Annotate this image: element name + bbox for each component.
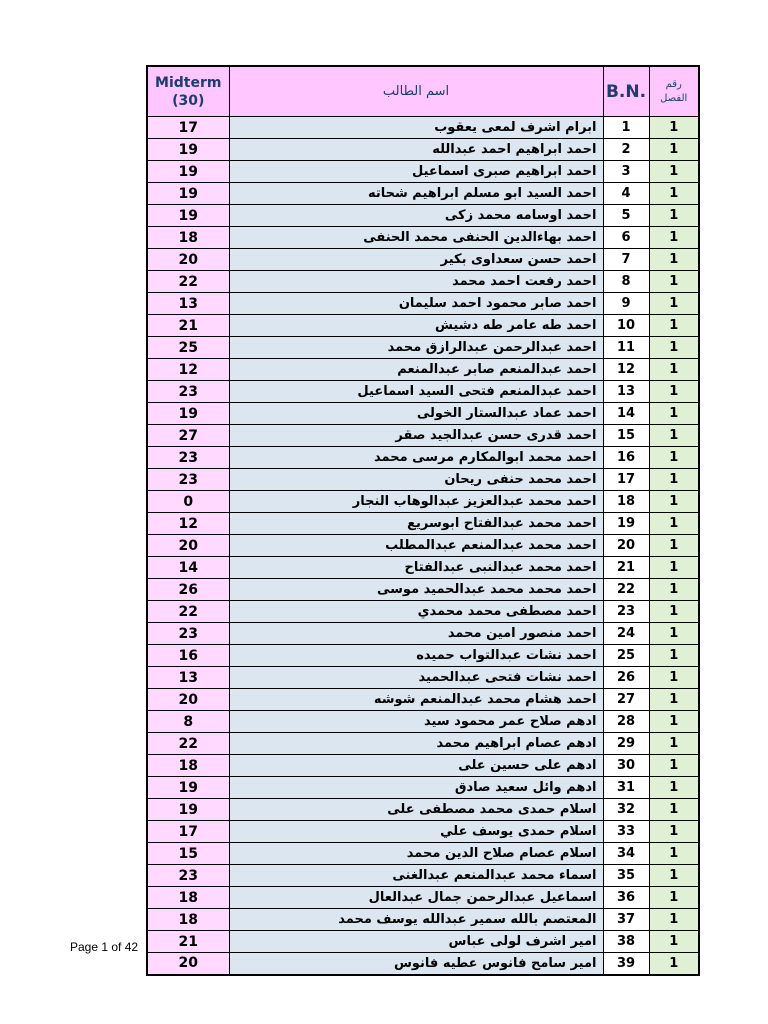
student-name-cell: احمد مصطفى محمد محمدي <box>229 601 603 623</box>
class-number-cell: 1 <box>649 491 699 513</box>
student-name-cell: احمد عبدالمنعم فتحى السيد اسماعيل <box>229 381 603 403</box>
student-name-cell: امير اشرف لولى عباس <box>229 931 603 953</box>
bench-number-cell: 37 <box>603 909 649 931</box>
midterm-score-cell: 19 <box>147 403 229 425</box>
student-name-cell: احمد محمد عبدالنبى عبدالفتاح <box>229 557 603 579</box>
bench-number-cell: 7 <box>603 249 649 271</box>
midterm-score-cell: 25 <box>147 337 229 359</box>
bench-number-cell: 4 <box>603 183 649 205</box>
midterm-score-cell: 18 <box>147 227 229 249</box>
class-number-cell: 1 <box>649 689 699 711</box>
midterm-score-cell: 22 <box>147 601 229 623</box>
class-number-cell: 1 <box>649 953 699 975</box>
class-number-cell: 1 <box>649 513 699 535</box>
student-name-cell: احمد هشام محمد عبدالمنعم شوشه <box>229 689 603 711</box>
class-number-cell: 1 <box>649 205 699 227</box>
table-row <box>147 733 699 755</box>
bench-number-cell: 10 <box>603 315 649 337</box>
class-number-cell: 1 <box>649 843 699 865</box>
student-name-cell: احمد ابراهيم احمد عبدالله <box>229 139 603 161</box>
midterm-score-cell: 13 <box>147 667 229 689</box>
table-row <box>147 491 699 513</box>
student-name-cell: احمد نشات عبدالتواب حميده <box>229 645 603 667</box>
midterm-score-cell: 23 <box>147 865 229 887</box>
table-row <box>147 183 699 205</box>
table-row <box>147 249 699 271</box>
midterm-score-cell: 21 <box>147 315 229 337</box>
class-number-cell: 1 <box>649 887 699 909</box>
class-number-cell: 1 <box>649 315 699 337</box>
student-name-cell: امير سامح فانوس عطيه فانوس <box>229 953 603 975</box>
midterm-score-cell: 20 <box>147 689 229 711</box>
bench-number-cell: 28 <box>603 711 649 733</box>
student-name-header: اسم الطالب <box>229 66 603 117</box>
midterm-score-cell: 20 <box>147 953 229 975</box>
midterm-score-cell: 18 <box>147 909 229 931</box>
student-name-cell: اسلام حمدى يوسف علي <box>229 821 603 843</box>
table-row <box>147 161 699 183</box>
midterm-score-cell: 22 <box>147 271 229 293</box>
table-row <box>147 711 699 733</box>
class-number-cell: 1 <box>649 601 699 623</box>
class-number-cell: 1 <box>649 161 699 183</box>
student-name-cell: احمد محمد عبدالعزيز عبدالوهاب النجار <box>229 491 603 513</box>
bench-number-cell: 8 <box>603 271 649 293</box>
class-number-header-line2: الفصل <box>660 92 688 104</box>
midterm-header-max: (30) <box>172 92 205 109</box>
table-row <box>147 821 699 843</box>
table-row <box>147 645 699 667</box>
student-name-cell: احمد السيد ابو مسلم ابراهيم شحاته <box>229 183 603 205</box>
student-name-cell: احمد منصور امين محمد <box>229 623 603 645</box>
class-number-cell: 1 <box>649 271 699 293</box>
bench-number-cell: 36 <box>603 887 649 909</box>
class-number-cell: 1 <box>649 403 699 425</box>
class-number-cell: 1 <box>649 447 699 469</box>
student-name-cell: اسلام حمدى محمد مصطفى على <box>229 799 603 821</box>
student-name-cell: ادهم صلاح عمر محمود سيد <box>229 711 603 733</box>
class-number-cell: 1 <box>649 645 699 667</box>
midterm-score-cell: 16 <box>147 645 229 667</box>
midterm-score-cell: 23 <box>147 623 229 645</box>
class-number-cell: 1 <box>649 249 699 271</box>
student-name-cell: احمد حسن سعداوى بكير <box>229 249 603 271</box>
student-name-cell: ادهم عصام ابراهيم محمد <box>229 733 603 755</box>
midterm-score-cell: 0 <box>147 491 229 513</box>
bench-number-cell: 9 <box>603 293 649 315</box>
bn-header: B.N. <box>603 66 649 117</box>
bench-number-cell: 20 <box>603 535 649 557</box>
class-number-cell: 1 <box>649 909 699 931</box>
table-row <box>147 381 699 403</box>
table-row <box>147 953 699 975</box>
midterm-score-cell: 15 <box>147 843 229 865</box>
bench-number-cell: 6 <box>603 227 649 249</box>
table-row <box>147 623 699 645</box>
class-number-cell: 1 <box>649 711 699 733</box>
student-name-cell: احمد اوسامه محمد زكى <box>229 205 603 227</box>
table-row <box>147 403 699 425</box>
header-row <box>147 66 699 117</box>
bench-number-cell: 12 <box>603 359 649 381</box>
bench-number-cell: 35 <box>603 865 649 887</box>
bench-number-cell: 15 <box>603 425 649 447</box>
midterm-score-cell: 19 <box>147 205 229 227</box>
midterm-score-cell: 23 <box>147 381 229 403</box>
student-name-cell: احمد صابر محمود احمد سليمان <box>229 293 603 315</box>
table-row <box>147 689 699 711</box>
class-number-cell: 1 <box>649 535 699 557</box>
midterm-header <box>147 66 229 117</box>
class-number-cell: 1 <box>649 337 699 359</box>
bench-number-cell: 26 <box>603 667 649 689</box>
student-name-cell: احمد بهاءالدين الحنفى محمد الحنفى <box>229 227 603 249</box>
bench-number-cell: 34 <box>603 843 649 865</box>
student-name-cell: احمد عماد عبدالستار الخولى <box>229 403 603 425</box>
student-name-cell: اسماعيل عبدالرحمن جمال عبدالعال <box>229 887 603 909</box>
midterm-score-cell: 20 <box>147 249 229 271</box>
table-row <box>147 799 699 821</box>
midterm-score-cell: 13 <box>147 293 229 315</box>
student-name-cell: احمد محمد عبدالمنعم عبدالمطلب <box>229 535 603 557</box>
class-number-cell: 1 <box>649 579 699 601</box>
student-name-cell: احمد عبدالرحمن عبدالرازق محمد <box>229 337 603 359</box>
table-row <box>147 359 699 381</box>
class-number-cell: 1 <box>649 227 699 249</box>
class-number-cell: 1 <box>649 865 699 887</box>
midterm-score-cell: 8 <box>147 711 229 733</box>
table-row <box>147 513 699 535</box>
bench-number-cell: 30 <box>603 755 649 777</box>
student-name-cell: احمد محمد ابوالمكارم مرسى محمد <box>229 447 603 469</box>
bench-number-cell: 18 <box>603 491 649 513</box>
student-name-cell: المعتصم بالله سمير عبدالله يوسف محمد <box>229 909 603 931</box>
table-row <box>147 315 699 337</box>
class-number-cell: 1 <box>649 777 699 799</box>
student-name-cell: احمد محمد حنفى ريحان <box>229 469 603 491</box>
table-row <box>147 909 699 931</box>
midterm-score-cell: 17 <box>147 821 229 843</box>
table-row <box>147 931 699 953</box>
bench-number-cell: 38 <box>603 931 649 953</box>
class-number-cell: 1 <box>649 623 699 645</box>
student-name-cell: احمد ابراهيم صبرى اسماعيل <box>229 161 603 183</box>
bench-number-cell: 21 <box>603 557 649 579</box>
midterm-score-cell: 12 <box>147 359 229 381</box>
class-number-cell: 1 <box>649 117 699 139</box>
student-name-cell: احمد قدرى حسن عبدالجيد صقر <box>229 425 603 447</box>
table-row <box>147 535 699 557</box>
midterm-score-cell: 17 <box>147 117 229 139</box>
class-number-cell: 1 <box>649 469 699 491</box>
student-name-cell: اسماء محمد عبدالمنعم عبدالغنى <box>229 865 603 887</box>
student-name-cell: ابرام اشرف لمعى يعقوب <box>229 117 603 139</box>
table-row <box>147 337 699 359</box>
bench-number-cell: 17 <box>603 469 649 491</box>
midterm-score-cell: 19 <box>147 183 229 205</box>
page-number-label: Page 1 of 42 <box>70 940 139 954</box>
midterm-score-cell: 23 <box>147 447 229 469</box>
bench-number-cell: 25 <box>603 645 649 667</box>
student-name-cell: احمد محمد عبدالفتاح ابوسريع <box>229 513 603 535</box>
student-name-cell: احمد عبدالمنعم صابر عبدالمنعم <box>229 359 603 381</box>
bench-number-cell: 19 <box>603 513 649 535</box>
midterm-score-cell: 19 <box>147 139 229 161</box>
student-name-cell: احمد رفعت احمد محمد <box>229 271 603 293</box>
class-number-cell: 1 <box>649 557 699 579</box>
class-number-cell: 1 <box>649 733 699 755</box>
class-number-cell: 1 <box>649 931 699 953</box>
class-number-cell: 1 <box>649 425 699 447</box>
table-row <box>147 887 699 909</box>
bench-number-cell: 32 <box>603 799 649 821</box>
table-body <box>147 117 699 975</box>
bench-number-cell: 33 <box>603 821 649 843</box>
bench-number-cell: 2 <box>603 139 649 161</box>
midterm-score-cell: 18 <box>147 755 229 777</box>
table-row <box>147 755 699 777</box>
class-number-cell: 1 <box>649 667 699 689</box>
student-name-cell: احمد نشات فتحى عبدالحميد <box>229 667 603 689</box>
table-row <box>147 293 699 315</box>
midterm-score-cell: 20 <box>147 535 229 557</box>
bench-number-cell: 3 <box>603 161 649 183</box>
table-row <box>147 469 699 491</box>
table-row <box>147 667 699 689</box>
table-row <box>147 117 699 139</box>
bench-number-cell: 16 <box>603 447 649 469</box>
bench-number-cell: 13 <box>603 381 649 403</box>
class-number-header <box>649 66 699 117</box>
table-row <box>147 865 699 887</box>
table-row <box>147 139 699 161</box>
student-name-cell: اسلام عصام صلاح الدين محمد <box>229 843 603 865</box>
class-number-cell: 1 <box>649 183 699 205</box>
class-number-header-line1: رقم <box>665 78 682 90</box>
bench-number-cell: 39 <box>603 953 649 975</box>
bench-number-cell: 27 <box>603 689 649 711</box>
table-row <box>147 227 699 249</box>
midterm-score-cell: 19 <box>147 161 229 183</box>
table-row <box>147 271 699 293</box>
table-row <box>147 579 699 601</box>
table-row <box>147 843 699 865</box>
class-number-cell: 1 <box>649 799 699 821</box>
midterm-header-title: Midterm <box>155 74 222 91</box>
table-row <box>147 557 699 579</box>
table-row <box>147 425 699 447</box>
table-row <box>147 205 699 227</box>
bench-number-cell: 11 <box>603 337 649 359</box>
class-number-cell: 1 <box>649 293 699 315</box>
midterm-score-cell: 21 <box>147 931 229 953</box>
bench-number-cell: 29 <box>603 733 649 755</box>
student-name-cell: ادهم وائل سعيد صادق <box>229 777 603 799</box>
class-number-cell: 1 <box>649 359 699 381</box>
midterm-score-cell: 27 <box>147 425 229 447</box>
bench-number-cell: 31 <box>603 777 649 799</box>
bench-number-cell: 1 <box>603 117 649 139</box>
midterm-score-cell: 26 <box>147 579 229 601</box>
midterm-score-cell: 18 <box>147 887 229 909</box>
bench-number-cell: 23 <box>603 601 649 623</box>
midterm-score-cell: 19 <box>147 777 229 799</box>
table-row <box>147 777 699 799</box>
bench-number-cell: 24 <box>603 623 649 645</box>
class-number-cell: 1 <box>649 821 699 843</box>
bench-number-cell: 14 <box>603 403 649 425</box>
student-name-cell: احمد محمد محمد عبدالحميد موسى <box>229 579 603 601</box>
student-name-cell: ادهم على حسين على <box>229 755 603 777</box>
midterm-score-cell: 23 <box>147 469 229 491</box>
bench-number-cell: 5 <box>603 205 649 227</box>
midterm-score-cell: 12 <box>147 513 229 535</box>
midterm-score-cell: 22 <box>147 733 229 755</box>
midterm-score-cell: 14 <box>147 557 229 579</box>
table-row <box>147 447 699 469</box>
class-number-cell: 1 <box>649 755 699 777</box>
class-number-cell: 1 <box>649 381 699 403</box>
table-row <box>147 601 699 623</box>
class-number-cell: 1 <box>649 139 699 161</box>
grades-table <box>146 65 700 976</box>
student-name-cell: احمد طه عامر طه دشيش <box>229 315 603 337</box>
bench-number-cell: 22 <box>603 579 649 601</box>
midterm-score-cell: 19 <box>147 799 229 821</box>
